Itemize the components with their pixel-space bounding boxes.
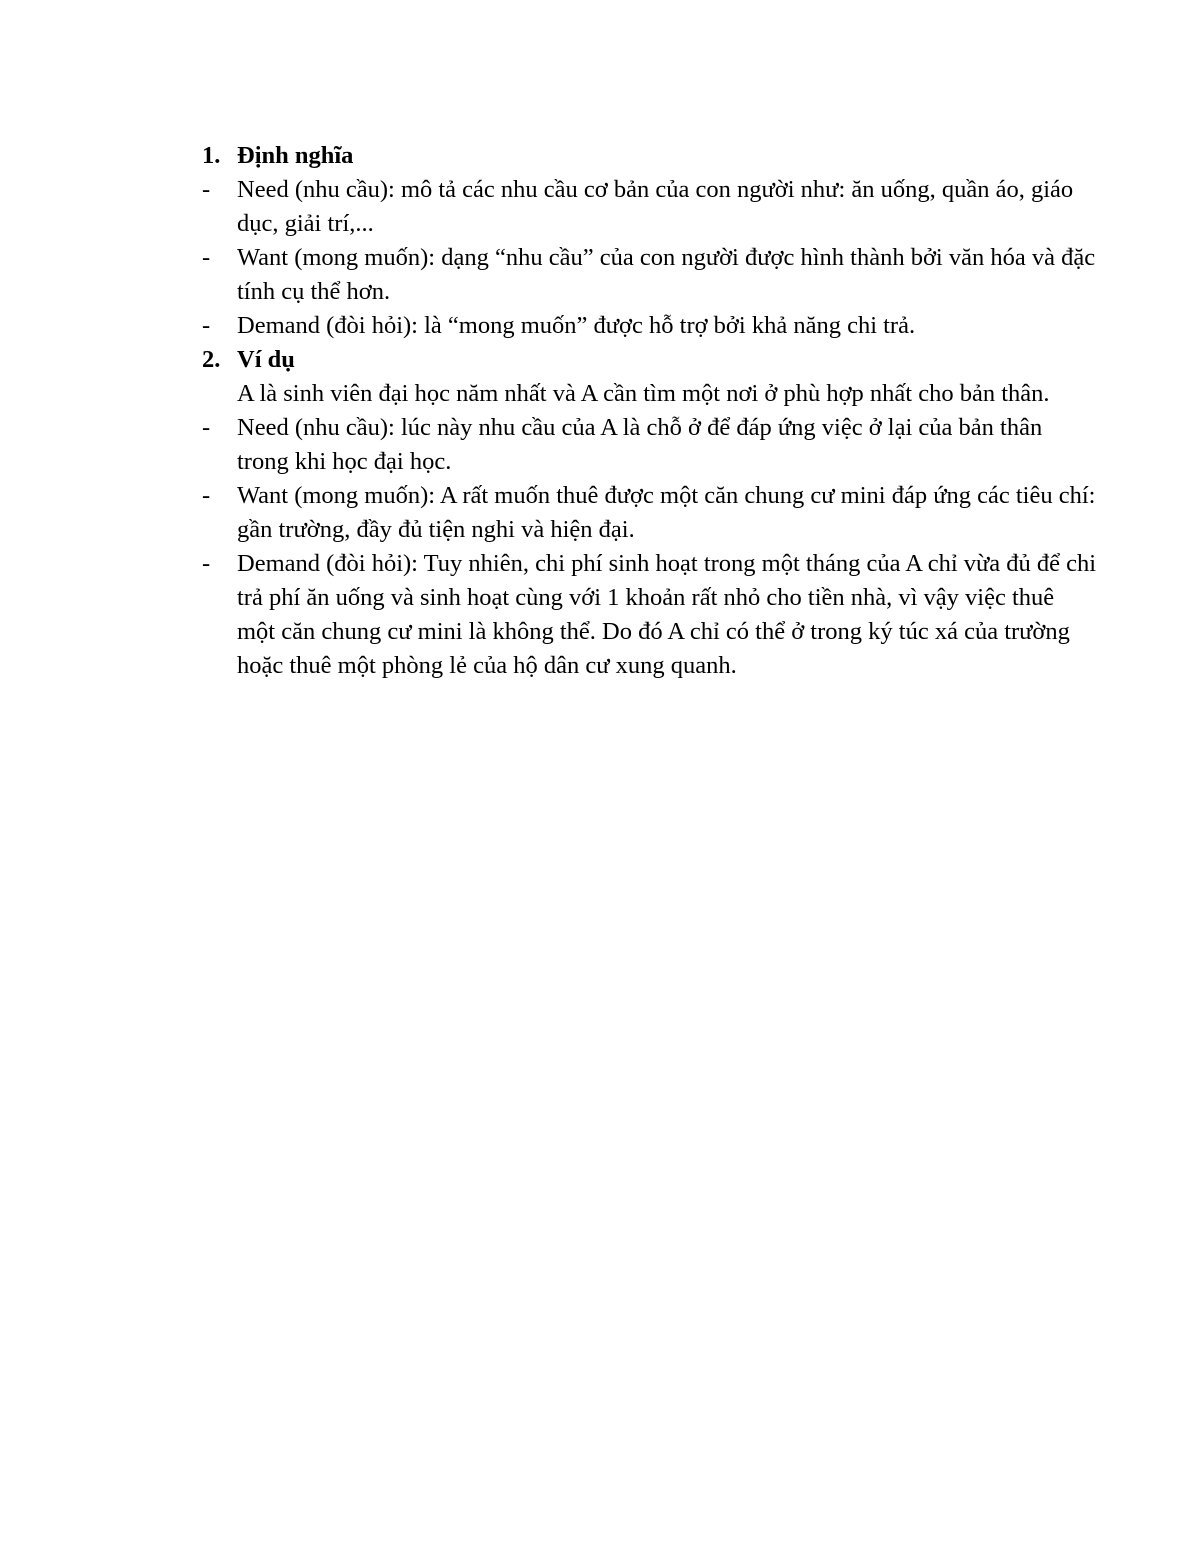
list-item [0, 411, 1200, 479]
section-number: 1. [202, 142, 221, 169]
section-intro [0, 377, 1200, 411]
section-number: 2. [202, 346, 221, 373]
list-item-text: Need (nhu cầu): mô tả các nhu cầu cơ bản của con người như: ăn uống, quần áo, giáo dục, giải trí,... [237, 176, 1074, 237]
list-item-text: Demand (đòi hỏi): là “mong muốn” được hỗ trợ bởi khả năng chi trả. [237, 312, 916, 339]
list-item-text: Need (nhu cầu): lúc này nhu cầu của A là chỗ ở để đáp ứng việc ở lại của bản thân trong khi học đại học. [237, 414, 1043, 475]
list-item [0, 173, 1200, 241]
section-title: Định nghĩa [237, 142, 354, 169]
intro-text: A là sinh viên đại học năm nhất và A cần tìm một nơi ở phù hợp nhất cho bản thân. [237, 380, 1050, 407]
section-title: Ví dụ [237, 346, 295, 373]
section-heading-definition [0, 139, 1200, 173]
list-bullet: - [202, 244, 211, 271]
list-item-text: Want (mong muốn): A rất muốn thuê được một căn chung cư mini đáp ứng các tiêu chí: gần trường, đầy đủ tiện nghi và hiện đại. [237, 482, 1096, 543]
list-bullet: - [202, 176, 211, 203]
document-body [0, 139, 1200, 683]
list-bullet: - [202, 312, 211, 339]
list-item [0, 241, 1200, 309]
list-item [0, 479, 1200, 547]
list-item-text: Want (mong muốn): dạng “nhu cầu” của con người được hình thành bởi văn hóa và đặc tính cụ thể hơn. [237, 244, 1096, 305]
section-heading-example [0, 343, 1200, 377]
list-item-text: Demand (đòi hỏi): Tuy nhiên, chi phí sinh hoạt trong một tháng của A chỉ vừa đủ để chi trả phí ăn uống và sinh hoạt cùng với 1 khoản rất nhỏ cho tiền nhà, vì vậy việc thuê một căn chung cư mini là không thể. Do đó A chỉ có thể ở trong ký túc xá của trường hoặc thuê một phòng lẻ của hộ dân cư xung quanh. [237, 550, 1097, 679]
list-bullet: - [202, 550, 211, 577]
list-item [0, 547, 1200, 683]
list-bullet: - [202, 482, 211, 509]
list-item [0, 309, 1200, 343]
list-bullet: - [202, 414, 211, 441]
